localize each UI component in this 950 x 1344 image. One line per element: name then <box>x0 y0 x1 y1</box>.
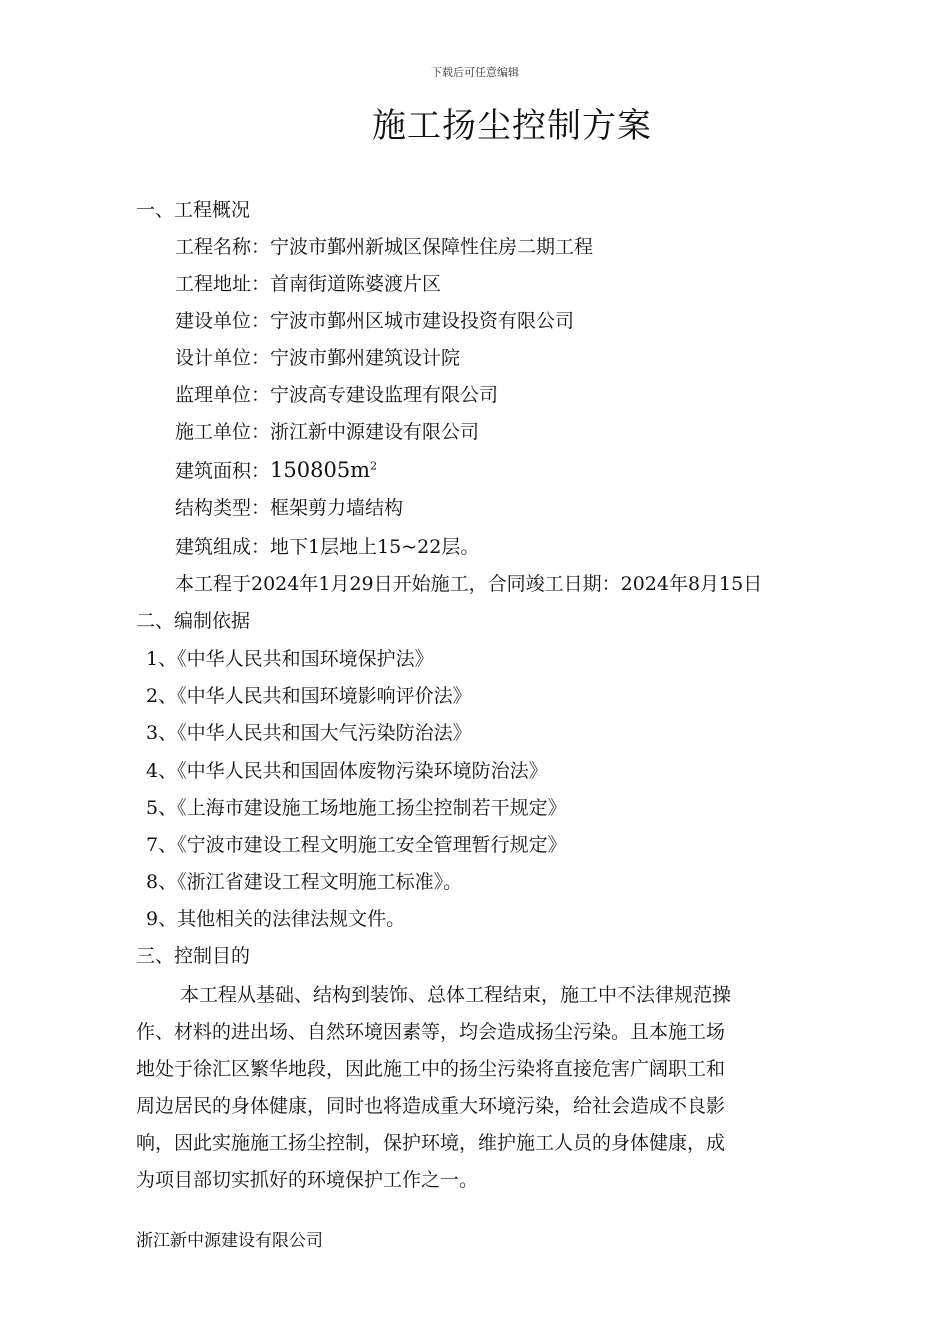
section-heading: 三、控制目的 <box>136 945 251 967</box>
reference-item: 2、《中华人民共和国环境影响评价法》 <box>146 685 472 707</box>
header-note: 下载后可任意编辑 <box>431 66 519 79</box>
contractor-unit: 施工单位：浙江新中源建设有限公司 <box>175 421 480 443</box>
reference-item: 5、《上海市建设施工场地施工扬尘控制若干规定》 <box>146 797 567 819</box>
reference-item: 3、《中华人民共和国大气污染防治法》 <box>146 722 472 744</box>
reference-item: 9、其他相关的法律法规文件。 <box>146 908 406 930</box>
paragraph-line: 地处于徐汇区繁华地段，因此施工中的扬尘污染将直接危害广阔职工和 <box>136 1058 726 1080</box>
section-heading: 一、工程概况 <box>136 199 251 221</box>
structure-type: 结构类型：框架剪力墙结构 <box>175 497 404 519</box>
paragraph-line: 为项目部切实抓好的环境保护工作之一。 <box>136 1169 479 1191</box>
document-title: 施工扬尘控制方案 <box>372 106 652 146</box>
reference-item: 4、《中华人民共和国固体废物污染环境防治法》 <box>146 760 548 782</box>
reference-item: 8、《浙江省建设工程文明施工标准》。 <box>146 871 463 893</box>
purpose-paragraph <box>136 977 848 1199</box>
section-heading: 二、编制依据 <box>136 610 251 632</box>
building-area <box>175 456 377 485</box>
area-unit-superscript: 2 <box>370 459 378 473</box>
paragraph-line: 响，因此实施施工扬尘控制，保护环境，维护施工人员的身体健康，成 <box>136 1132 726 1154</box>
building-composition: 建筑组成：地下1层地上15~22层。 <box>175 536 480 558</box>
paragraph-line: 本工程从基础、结构到装饰、总体工程结束，施工中不法律规范操 <box>180 984 732 1006</box>
reference-item: 1、《中华人民共和国环境保护法》 <box>146 648 434 670</box>
project-address: 工程地址：首南街道陈婆渡片区 <box>175 273 442 295</box>
schedule-line: 本工程于2024年1月29日开始施工，合同竣工日期：2024年8月15日 <box>175 573 763 595</box>
project-name: 工程名称：宁波市鄞州新城区保障性住房二期工程 <box>175 236 594 258</box>
design-unit: 设计单位：宁波市鄞州建筑设计院 <box>175 347 461 369</box>
paragraph-line: 作、材料的进出场、自然环境因素等，均会造成扬尘污染。且本施工场 <box>136 1021 726 1043</box>
building-area-value: 150805m <box>270 458 371 482</box>
paragraph-line: 周边居民的身体健康，同时也将造成重大环境污染，给社会造成不良影 <box>136 1095 726 1117</box>
supervision-unit: 监理单位：宁波高专建设监理有限公司 <box>175 384 499 406</box>
construction-unit: 建设单位：宁波市鄞州区城市建设投资有限公司 <box>175 310 575 332</box>
footer-company: 浙江新中源建设有限公司 <box>136 1231 323 1251</box>
reference-item: 7、《宁波市建设工程文明施工安全管理暂行规定》 <box>146 834 567 856</box>
building-area-label: 建筑面积： <box>175 460 271 482</box>
